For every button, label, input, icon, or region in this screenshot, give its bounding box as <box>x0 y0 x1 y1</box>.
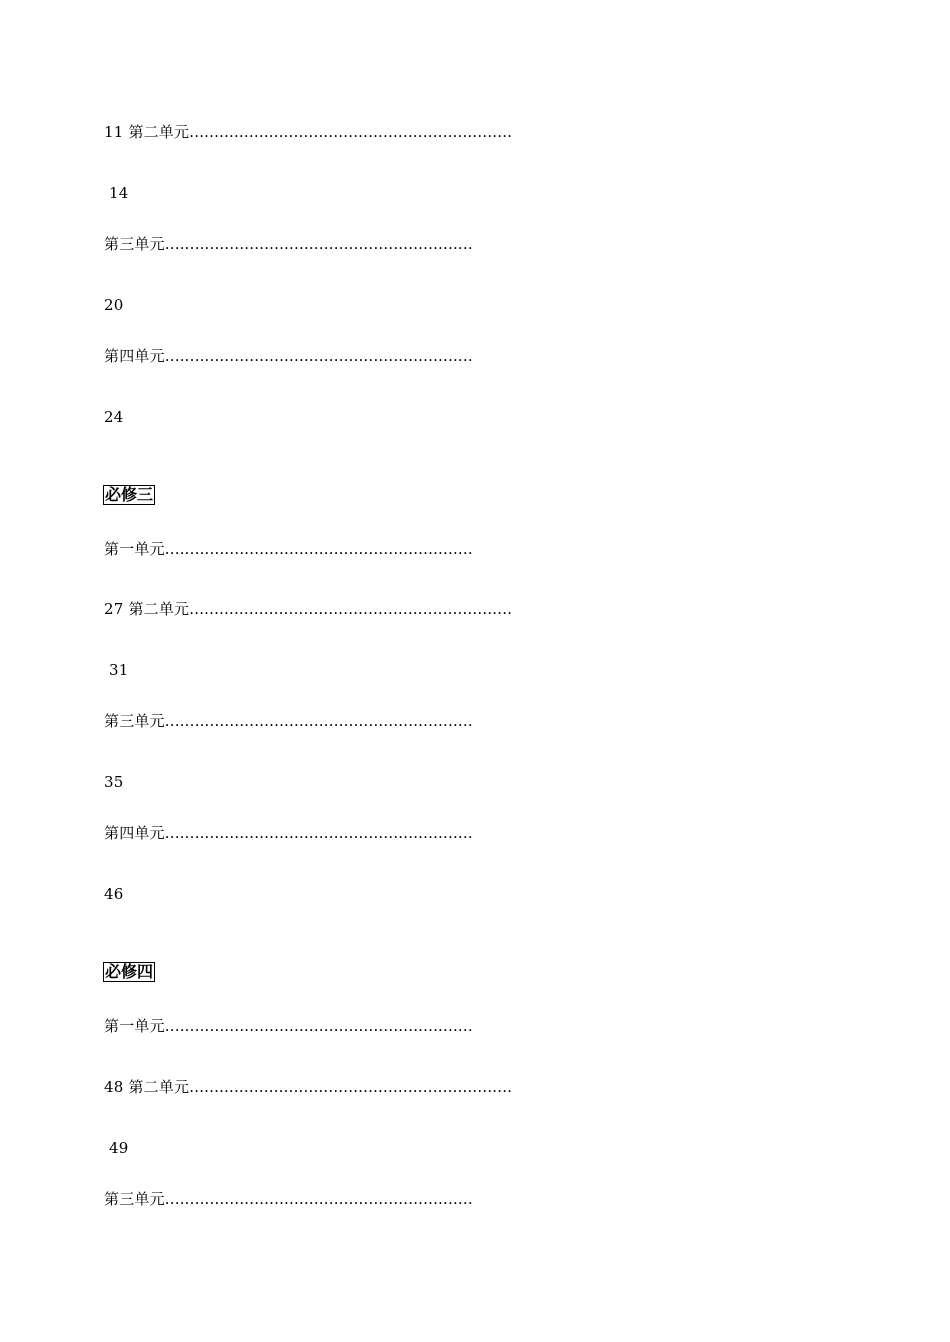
section-heading: 必修四 <box>105 962 154 981</box>
toc-line: 第一单元.............................................................. <box>104 540 473 558</box>
toc-page-number: 24 <box>104 408 124 426</box>
section-heading: 必修三 <box>105 485 154 504</box>
toc-page-number: 46 <box>104 885 124 903</box>
toc-page-number: 31 <box>104 661 129 679</box>
toc-page-number: 14 <box>104 184 129 202</box>
toc-line: 27 第二单元................................................................. <box>104 600 513 618</box>
toc-line: 第四单元.............................................................. <box>104 824 473 842</box>
toc-page-number: 49 <box>104 1139 129 1157</box>
toc-line: 48 第二单元................................................................. <box>104 1078 513 1096</box>
toc-line: 第一单元.............................................................. <box>104 1017 473 1035</box>
toc-page-number: 35 <box>104 773 124 791</box>
toc-line: 第三单元.............................................................. <box>104 1190 473 1208</box>
toc-line: 11 第二单元................................................................. <box>104 123 513 141</box>
toc-page-number: 20 <box>104 296 124 314</box>
toc-line: 第四单元.............................................................. <box>104 347 473 365</box>
toc-line: 第三单元.............................................................. <box>104 712 473 730</box>
toc-line: 第三单元.............................................................. <box>104 235 473 253</box>
